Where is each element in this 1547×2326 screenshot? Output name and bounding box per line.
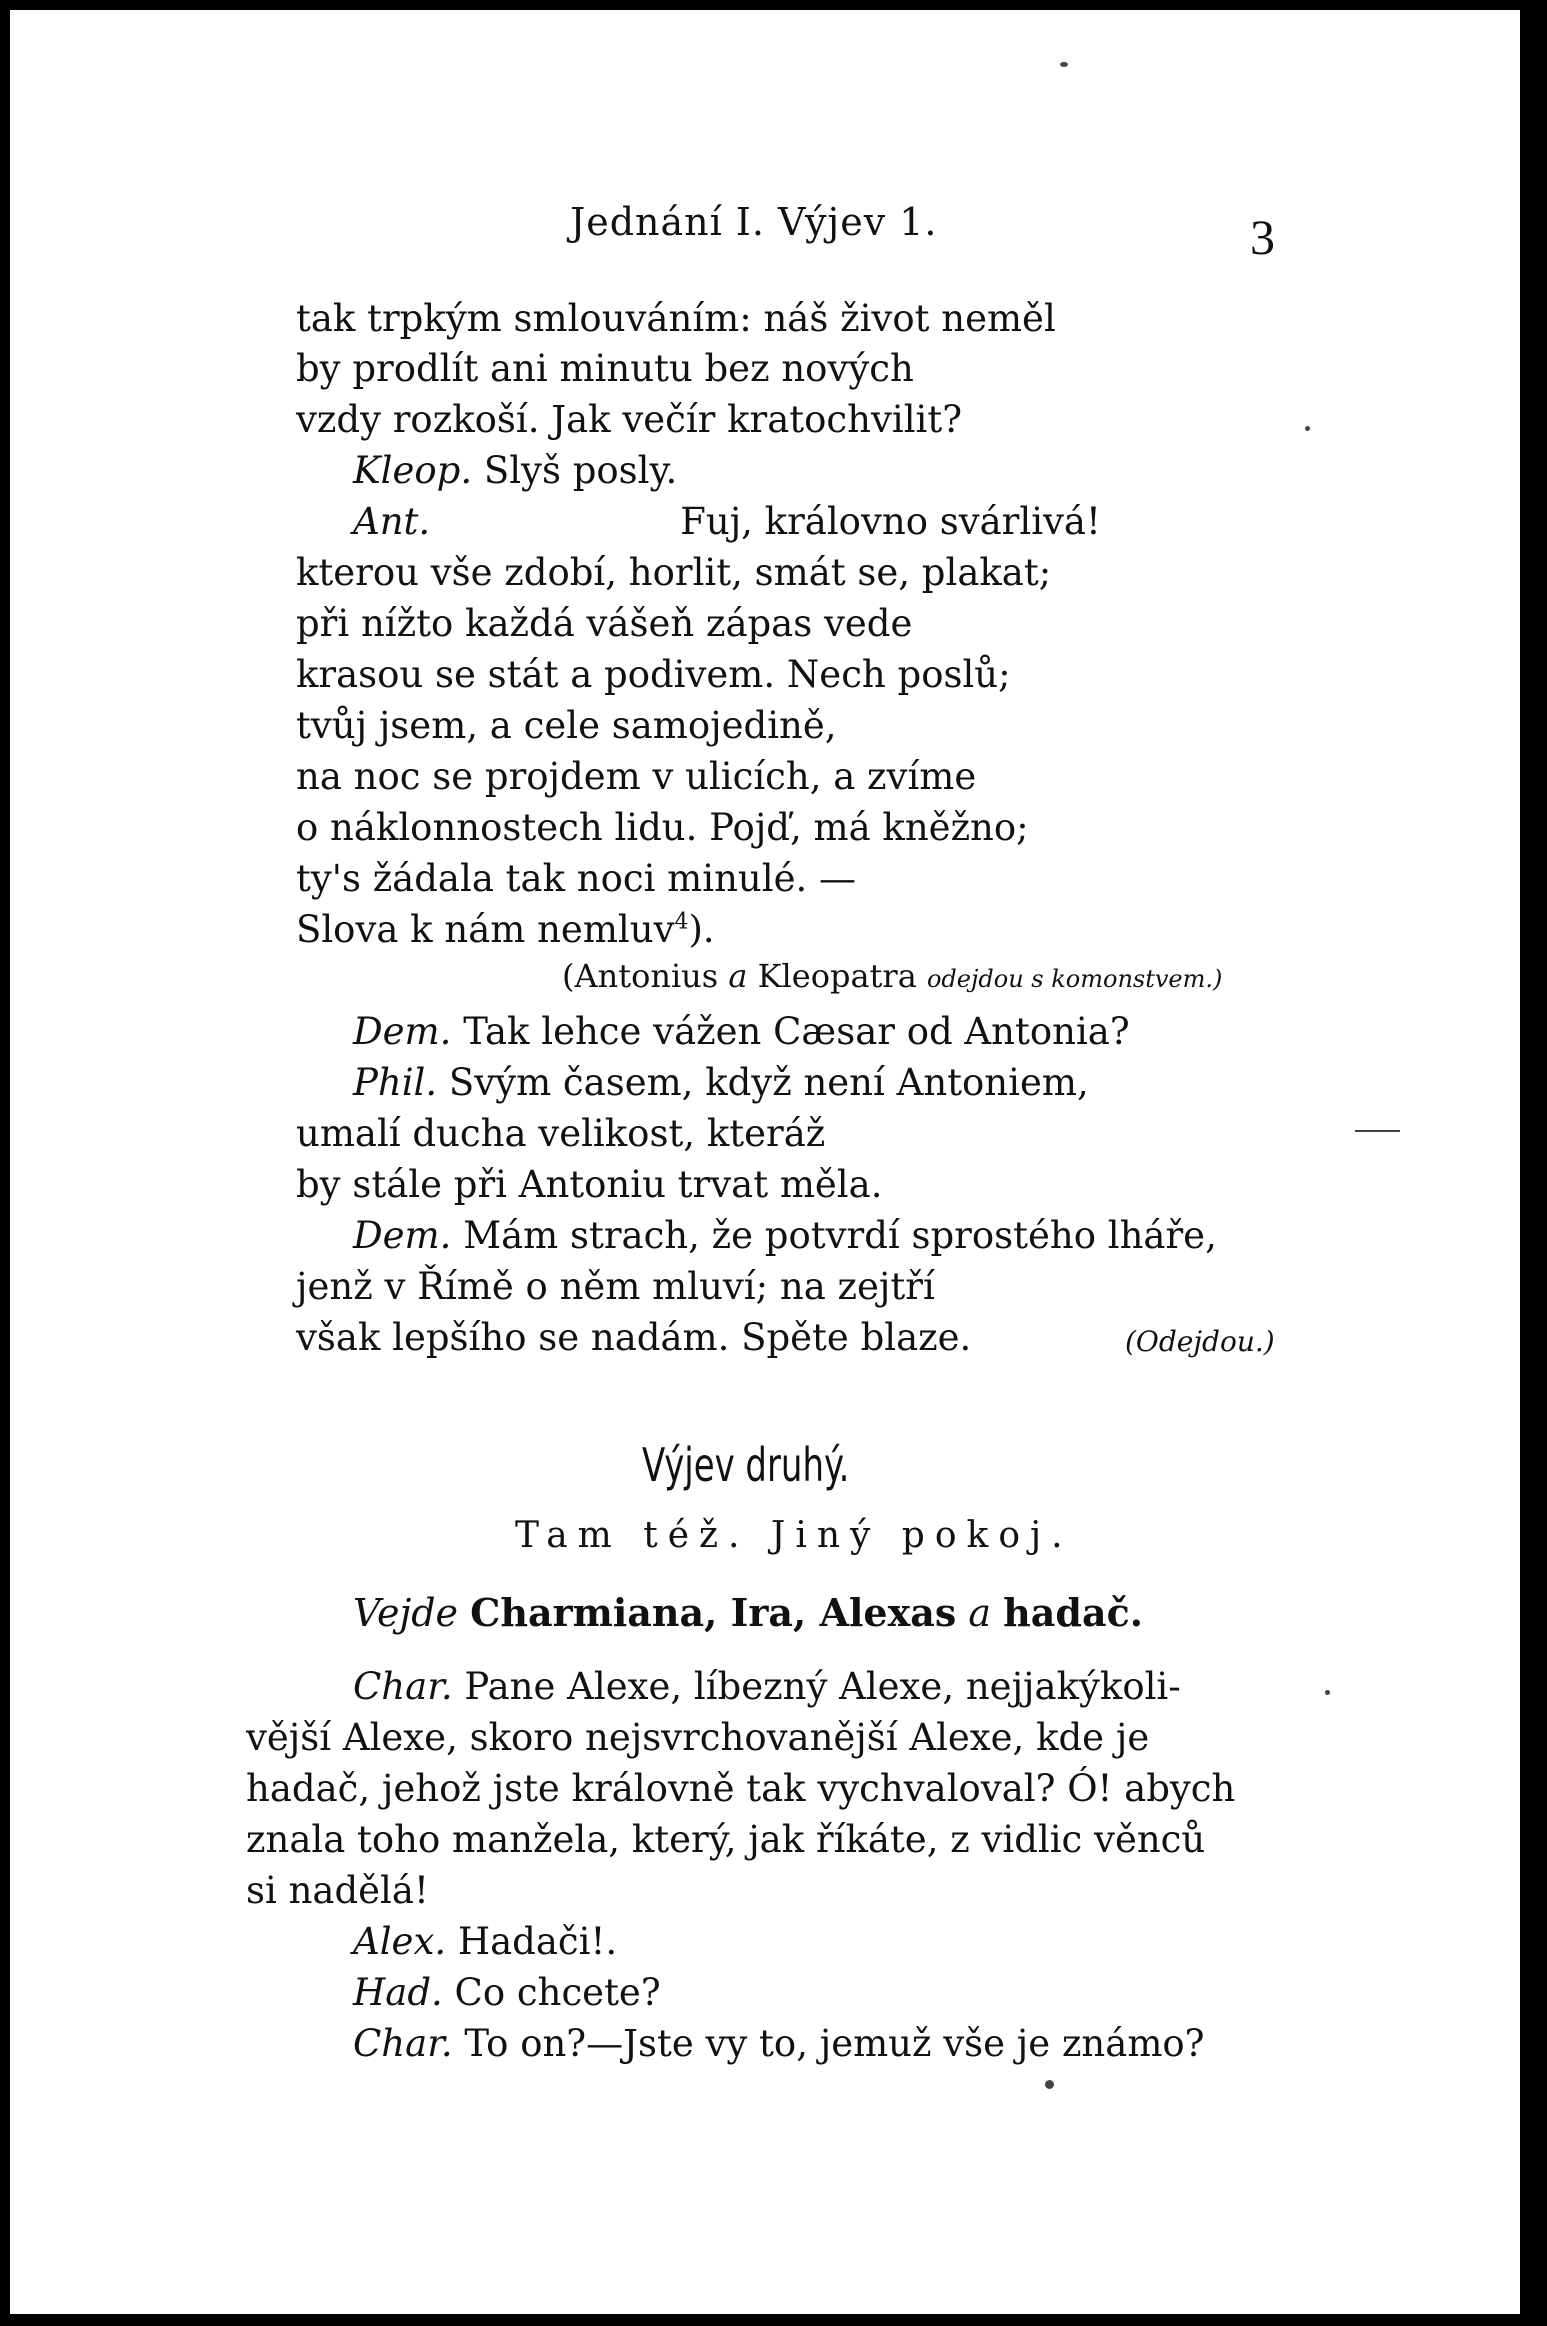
prose-line: Alex. Hadači!. <box>353 1920 618 1963</box>
speaker-name: Char. <box>353 1665 453 1708</box>
verse-line: by prodlít ani minutu bez nových <box>296 347 914 390</box>
verse-line: krasou se stát a podivem. Nech poslů; <box>296 653 1011 696</box>
prose-line: Char. To on?—Jste vy to, jemuž vše je známo? <box>353 2022 1205 2065</box>
verse-line: Dem. Mám strach, že potvrdí sprostého lháře, <box>353 1214 1217 1257</box>
prose-line: vější Alexe, skoro nejsvrchovanější Alexe, kde je <box>246 1716 1150 1759</box>
speaker-name: Alex. <box>353 1920 447 1963</box>
speaker-name: Phil. <box>353 1061 438 1104</box>
prose-line: hadač, jehož jste královně tak vychvaloval? Ó! abych <box>246 1767 1236 1810</box>
verse-line: Phil. Svým časem, když není Antoniem, <box>353 1061 1089 1104</box>
prose-line: Had. Co chcete? <box>353 1971 661 2014</box>
verse-line: by stále při Antoniu trvat měla. <box>296 1163 883 1206</box>
verse-line: však lepšího se nadám. Spěte blaze. <box>296 1316 972 1359</box>
page-number: 3 <box>1250 209 1275 265</box>
entrance-line: Vejde Charmiana, Ira, Alexas a hadač. <box>353 1590 1143 1635</box>
verse-line: Ant. Fuj, královno svárlivá! <box>353 500 1101 543</box>
scene-setting: Tam též. Jiný pokoj. <box>515 1515 1073 1556</box>
prose-line: znala toho manžela, který, jak říkáte, z vidlic věnců <box>246 1818 1206 1861</box>
verse-line: Slova k nám nemluv$^4$). <box>296 908 715 951</box>
verse-line: Dem. Tak lehce vážen Cæsar od Antonia? <box>353 1010 1130 1053</box>
verse-line: vzdy rozkoší. Jak večír kratochvilit? <box>296 398 963 441</box>
running-header: Jednání I. Výjev 1. <box>570 200 938 244</box>
speaker-name: Had. <box>353 1971 443 2014</box>
book-page <box>10 10 1523 2314</box>
verse-line: na noc se projdem v ulicích, a zvíme <box>296 755 977 798</box>
speaker-name: Ant. <box>353 500 431 543</box>
scan-speck <box>1045 2080 1054 2089</box>
scan-speck <box>1325 1690 1330 1695</box>
speaker-name: Dem. <box>353 1010 452 1053</box>
stage-direction: (Odejdou.) <box>1125 1325 1275 1358</box>
prose-line: si nadělá! <box>246 1869 429 1912</box>
speaker-name: Dem. <box>353 1214 452 1257</box>
verse-line: jenž v Římě o něm mluví; na zejtří <box>296 1265 935 1308</box>
scan-speck <box>1305 426 1310 431</box>
verse-line: umalí ducha velikost, kteráž <box>296 1112 826 1155</box>
verse-line: ty's žádala tak noci minulé. — <box>296 857 857 900</box>
scene-title: Výjev druhý. <box>642 1438 850 1492</box>
verse-line: tak trpkým smlouváním: náš život neměl <box>296 297 1056 340</box>
verse-line: při nížto každá vášeň zápas vede <box>296 602 913 645</box>
stage-direction: (Antonius a Kleopatra odejdou s komonstvem.) <box>562 957 1223 995</box>
verse-line: kterou vše zdobí, horlit, smát se, plakat; <box>296 551 1052 594</box>
prose-line: Char. Pane Alexe, líbezný Alexe, nejjakýkoli- <box>353 1665 1181 1708</box>
verse-line: Kleop. Slyš posly. <box>353 449 678 492</box>
scan-speck <box>1355 1130 1400 1132</box>
scan-speck <box>1060 62 1068 67</box>
verse-line: tvůj jsem, a cele samojedině, <box>296 704 837 747</box>
speaker-name: Kleop. <box>353 449 473 492</box>
footnote-ref: 4 <box>674 909 689 935</box>
speaker-name: Char. <box>353 2022 453 2065</box>
verse-line: o náklonnostech lidu. Pojď, má kněžno; <box>296 806 1029 849</box>
